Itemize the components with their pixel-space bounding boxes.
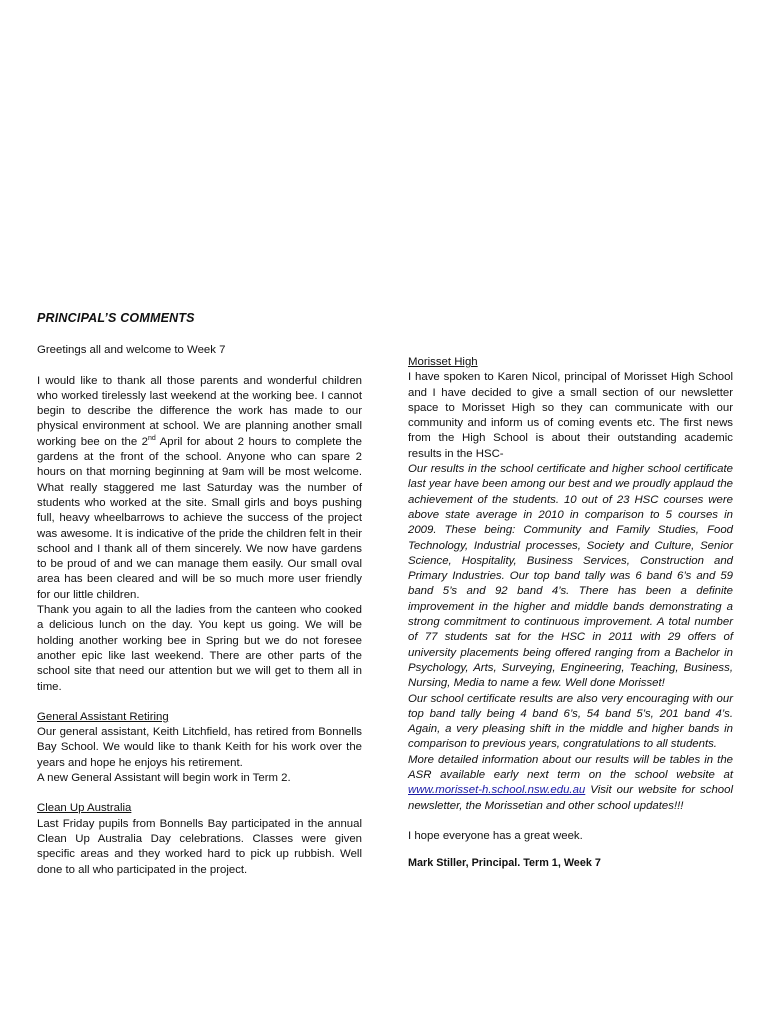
morisset-more-info <box>408 753 733 814</box>
clean-up-heading: Clean Up Australia <box>37 802 132 815</box>
working-bee-text-b: April for about 2 hours to complete the gardens at the front of the school. Anyone who can spare 2 hours on that morning beginning at 9am will be most welcome. What really staggered me last Saturday was the number of students who worked at the site. Small girls and boys pushing full, heavy wheelbarrows to achieve the success of the project was awesome. It is indicative of the pride the children felt in their school and I thank all of them sincerely. We now have gardens to be proud of and we can manage them easily. Our small oval area has been cleared and will be so much more user friendly for our little children. <box>37 435 362 601</box>
canteen-paragraph: Thank you again to all the ladies from the canteen who cooked a delicious lunch on the day. You kept us going. We will be holding another working bee in Spring but we do not foresee another epic like last weekend. There are other parts of the school site that need our attention but we will get to them all in time. <box>37 604 362 693</box>
more-info-text: More detailed information about our results will be tables in the ASR available early next term on the school website at <box>408 753 733 782</box>
signature: Mark Stiller, Principal. Term 1, Week 7 <box>408 857 601 870</box>
left-column <box>37 311 362 878</box>
visit-text: Visit our website for school newsletter, the Morissetian and other school updates!!! <box>408 784 733 812</box>
page-title: PRINCIPAL’S COMMENTS <box>37 311 195 325</box>
morisset-heading: Morisset High <box>408 356 478 368</box>
morisset-certificate: Our school certificate results are also very encouraging with our top band tally being 4 band 6’s, 54 band 5’s, 201 band 4’s. Again, a very pleasing shift in the middle and higher bands in comparison to previous years, congratulations to all students. <box>408 692 733 751</box>
right-column <box>408 355 733 872</box>
morisset-results: Our results in the school certificate and higher school certificate last year have been among our best and we proudly applaud the achievement of the students. 10 out of 23 HSC courses were above state average in 2010 in comparison to 5 courses in 2009. These being: Community and Family Studies, Food Technology, Industrial processes, Society and Culture, Senior Science, Hospitality, Business Services, Construction and Primary Industries. Our top band tally was 6 band 6’s and 59 band 5’s and 92 band 4’s. There has been a definite improvement in the higher and middle bands demonstrating a strong commitment to continuous improvement. A total number of 77 students sat for the HSC in 2011 with 29 offers of university placements being offered ranging from a Bachelor in Psychology, Arts, Surveying, Engineering, Teaching, Business, Nursing, Media to name a few. Well done Morisset! <box>408 463 733 690</box>
ordinal-suffix: nd <box>148 434 156 442</box>
closing-line: I hope everyone has a great week. <box>408 829 583 842</box>
working-bee-paragraph <box>37 374 362 603</box>
general-assistant-note: A new General Assistant will begin work in Term 2. <box>37 772 291 785</box>
general-assistant-heading: General Assistant Retiring <box>37 710 169 723</box>
greeting: Greetings all and welcome to Week 7 <box>37 344 226 357</box>
clean-up-body: Last Friday pupils from Bonnells Bay participated in the annual Clean Up Australia Day celebrations. Classes were given specific areas and they worked hard to pick up rubbish. Well done to all who participated in the project. <box>37 817 362 876</box>
school-website-link[interactable]: www.morisset-h.school.nsw.edu.au <box>408 784 586 797</box>
general-assistant-body: Our general assistant, Keith Litchfield, has retired from Bonnells Bay School. We would like to thank Keith for his work over the years and hope he enjoys his retirement. <box>37 726 362 769</box>
morisset-intro: I have spoken to Karen Nicol, principal of Morisset High School and I have decided to give a small section of our newsletter space to Morisset High so they can communicate with our community and inform us of coming events etc. The first news from the High School is about their outstanding academic results in the HSC- <box>408 371 733 460</box>
working-bee-text-a: I would like to thank all those parents and wonderful children who worked tirelessly last weekend at the working bee. I cannot begin to describe the difference the work has made to our physical environment at school. We are planning another small working bee on the 2 <box>37 374 362 448</box>
